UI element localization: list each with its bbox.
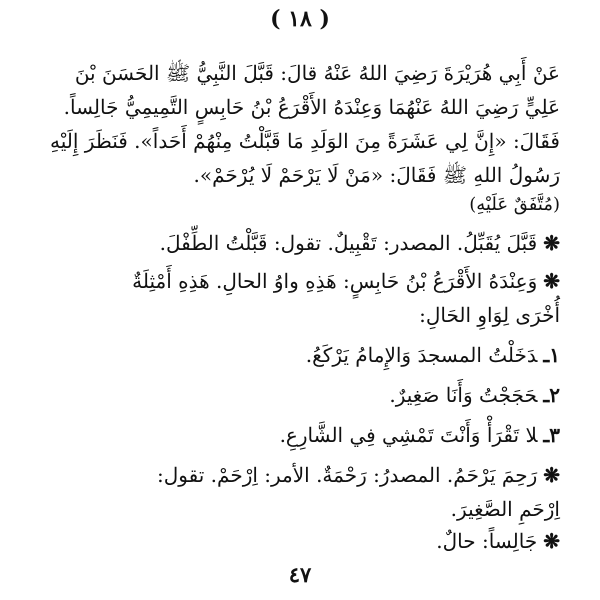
note-wa-indahu-text: وَعِنْدَهُ الأَقْرَعُ بْنُ حَابِسٍ: هَذِهِ واوُ الحالِ. هَذِهِ أَمْثِلَةٌ bbox=[132, 269, 538, 293]
note-rahima-text: رَحِمَ يَرْحَمُ. المصدرُ: رَحْمَةٌ. الأمر: اِرْحَمْ. تقول: bbox=[157, 463, 538, 487]
bullet-icon: ❋ bbox=[543, 529, 560, 553]
hadith-line-4: رَسُولُ اللهِ ﷺ فَقَالَ: «مَنْ لَا يَرْحَمْ لَا يُرْحَمْ». bbox=[193, 163, 560, 187]
bullet-icon: ❋ bbox=[543, 269, 560, 293]
hadith-line-1: عَنْ أَبِي هُرَيْرَةَ رَضِيَ اللهُ عَنْهُ قالَ: قَبَّلَ النَّبِيُّ ﷺ الحَسَنَ بْنَ bbox=[74, 61, 560, 85]
note-rahima bbox=[157, 458, 560, 492]
note-jalisan bbox=[436, 524, 560, 558]
hadith-number-header: ( ١٨ ) bbox=[270, 6, 330, 32]
note-jalisan-text: جَالِساً: حالٌ. bbox=[436, 529, 538, 553]
example-text: لا تَقْرَأْ وَأَنْتَ تَمْشِي فِي الشَّارِعِ. bbox=[279, 423, 538, 447]
hadith-line-2: عَلِيٍّ رَضِيَ اللهُ عَنْهُمَا وَعِنْدَهُ الأَقْرَعُ بْنُ حَابِسٍ التَّمِيمِيُّ جَالِساً. bbox=[63, 95, 560, 119]
example-1 bbox=[306, 338, 560, 372]
note-wa-indahu bbox=[132, 264, 560, 298]
hadith-source: (مُتَّفَقٌ عَلَيْهِ) bbox=[469, 194, 560, 215]
example-number: ١ـ bbox=[543, 343, 560, 367]
note-qabbala-text: قَبَّلَ يُقَبِّلُ. المصدر: تَقْبِيلٌ. تقول: قَبَّلْتُ الطِّفْلَ. bbox=[159, 231, 538, 255]
hadith-line-3: فَقَالَ: «إِنَّ لِي عَشَرَةً مِنَ الوَلَدِ مَا قَبَّلْتُ مِنْهُمْ أَحَداً». فَنَظَرَ إِلَيْهِ bbox=[50, 129, 560, 153]
note-qabbala bbox=[160, 226, 560, 260]
example-number: ٢ـ bbox=[543, 383, 560, 407]
example-3 bbox=[280, 418, 560, 452]
example-2 bbox=[389, 378, 560, 412]
page-number: ٤٧ bbox=[288, 562, 312, 587]
note-rahima-cont: اِرْحَمِ الصَّغِيرَ. bbox=[450, 497, 560, 521]
example-text: دَخَلْتُ المسجدَ وَالإِمامُ يَرْكَعُ. bbox=[305, 343, 538, 367]
example-text: حَجَجْتُ وَأَنَا صَغِيرٌ. bbox=[389, 383, 538, 407]
bullet-icon: ❋ bbox=[543, 463, 560, 487]
bullet-icon: ❋ bbox=[543, 231, 560, 255]
note-wa-indahu-cont: أُخْرَى لِوَاوِ الحَالِ: bbox=[419, 303, 560, 327]
example-number: ٣ـ bbox=[543, 423, 560, 447]
